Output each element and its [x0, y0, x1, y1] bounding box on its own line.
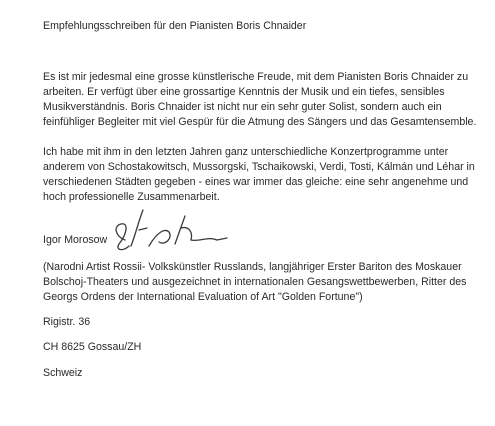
address-street: Rigistr. 36 — [43, 316, 91, 328]
address-city: CH 8625 Gossau/ZH — [43, 341, 142, 353]
signer-name: Igor Morosow — [43, 234, 108, 246]
paragraph-concerts: Ich habe mit ihm in den letzten Jahren ganz unterschiedliche Konzertprogramme unter anderem von Schostakowitsch, Mussorgski, Tschaikowski, Verdi, Tosti, Kálmán und Léhar in verschiedenen Städten gegeben - eines war immer das gleiche: eine sehr angenehme und hoch professionelle Zusammenarbeit. — [43, 146, 475, 203]
letter-title: Empfehlungsschreiben für den Pianisten Boris Chnaider — [43, 20, 307, 32]
paragraph-praise: Es ist mir jedesmal eine grosse künstlerische Freude, mit dem Pianisten Boris Chnaider zu arbeiten. Er verfügt über eine grossartige Kenntnis der Musik und ein tiefes, sensibles Musikverständnis. Boris Chnaider ist nicht nur ein sehr guter Solist, sondern auch ein feinfühliger Begleiter mit viel Gespür für die Atmung des Sängers und das Gesamtensemble. — [43, 71, 477, 128]
address-country: Schweiz — [43, 367, 83, 379]
handwritten-signature — [105, 206, 245, 256]
signer-credentials: (Narodni Artist Rossii- Volkskünstler Russlands, langjähriger Erster Bariton des Moskauer Bolschoj-Theaters und ausgezeichnet in internationalen Gesangswettbewerben, Ritter des Georgs Ordens der International Evaluation of Art "Golden Fortune") — [43, 261, 467, 303]
